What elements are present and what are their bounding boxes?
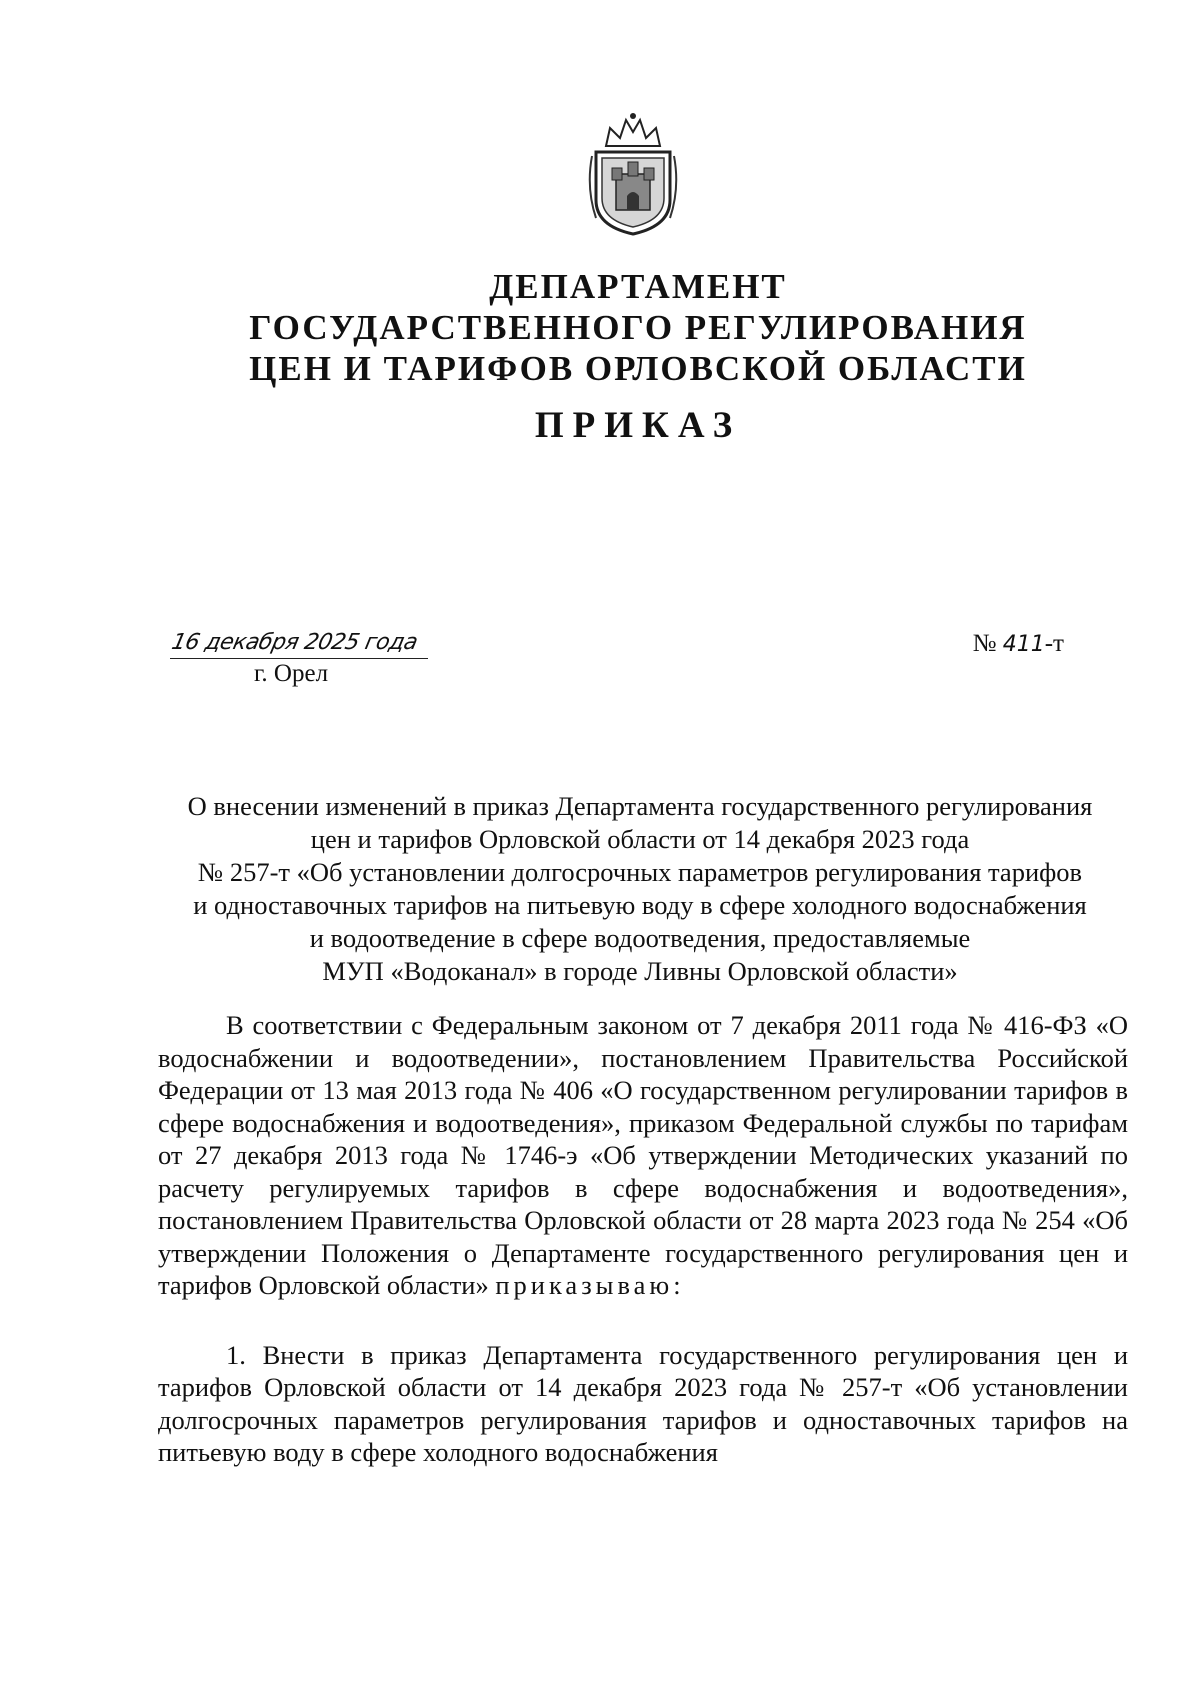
subject-line: цен и тарифов Орловской области от 14 декабря 2023 года	[310, 824, 970, 854]
decree-word: приказываю:	[495, 1270, 685, 1300]
handwritten-number: 411	[1002, 632, 1045, 657]
subject-line: О внесении изменений в приказ Департамента государственного регулирования	[187, 791, 1093, 821]
order-city: г. Орел	[254, 660, 329, 687]
number-suffix: -т	[1044, 630, 1064, 657]
handwritten-date: 16 декабря 2025 года	[169, 630, 420, 655]
preamble-text: В соответствии с Федеральным законом от 7 декабря 2011 года № 416-ФЗ «О водоснабжении и водоотведении», постановлением Правительства Российской Федерации от 13 мая 2013 года № 406 «О государственном регулировании тарифов в сфере водоснабжения и водоотведения», приказом Федеральной службы по тарифам от 27 декабря 2013 года № 1746-э «Об утверждении Методических указаний по расчету регулируемых тарифов в сфере водоснабжения и водоотведения», постановлением Правительства Орловской области от 28 марта 2023 года № 254 «Об утверждении Положения о Департаменте государственного регулирования цен и тарифов Орловской области»	[158, 1010, 1128, 1300]
header-line-3: ЦЕН И ТАРИФОВ ОРЛОВСКОЙ ОБЛАСТИ	[249, 349, 1027, 388]
order-body	[158, 1009, 1128, 1506]
coat-of-arms-icon	[586, 108, 680, 238]
order-title: ПРИКАЗ	[534, 405, 742, 446]
subject-line: № 257-т «Об установлении долгосрочных параметров регулирования тарифов	[197, 857, 1083, 887]
item-1-paragraph: 1. Внести в приказ Департамента государственного регулирования цен и тарифов Орловской области от 14 декабря 2023 года № 257-т «Об установлении долгосрочных параметров регулирования тарифов и одноставочных тарифов на питьевую воду в сфере холодного водоснабжения	[158, 1339, 1128, 1467]
header-line-2: ГОСУДАРСТВЕННОГО РЕГУЛИРОВАНИЯ	[249, 308, 1027, 347]
subject-line: МУП «Водоканал» в городе Ливны Орловской области»	[322, 956, 958, 986]
department-header	[0, 266, 1200, 389]
subject-line: и одноставочных тарифов на питьевую воду в сфере холодного водоснабжения	[193, 890, 1087, 920]
order-subject	[150, 790, 1130, 988]
header-line-1: ДЕПАРТАМЕНТ	[489, 267, 787, 306]
preamble-paragraph	[158, 1009, 1128, 1302]
order-number	[973, 630, 1064, 658]
order-date	[170, 630, 428, 659]
subject-line: и водоотведение в сфере водоотведения, предоставляемые	[309, 923, 971, 953]
number-sign: №	[972, 630, 997, 657]
